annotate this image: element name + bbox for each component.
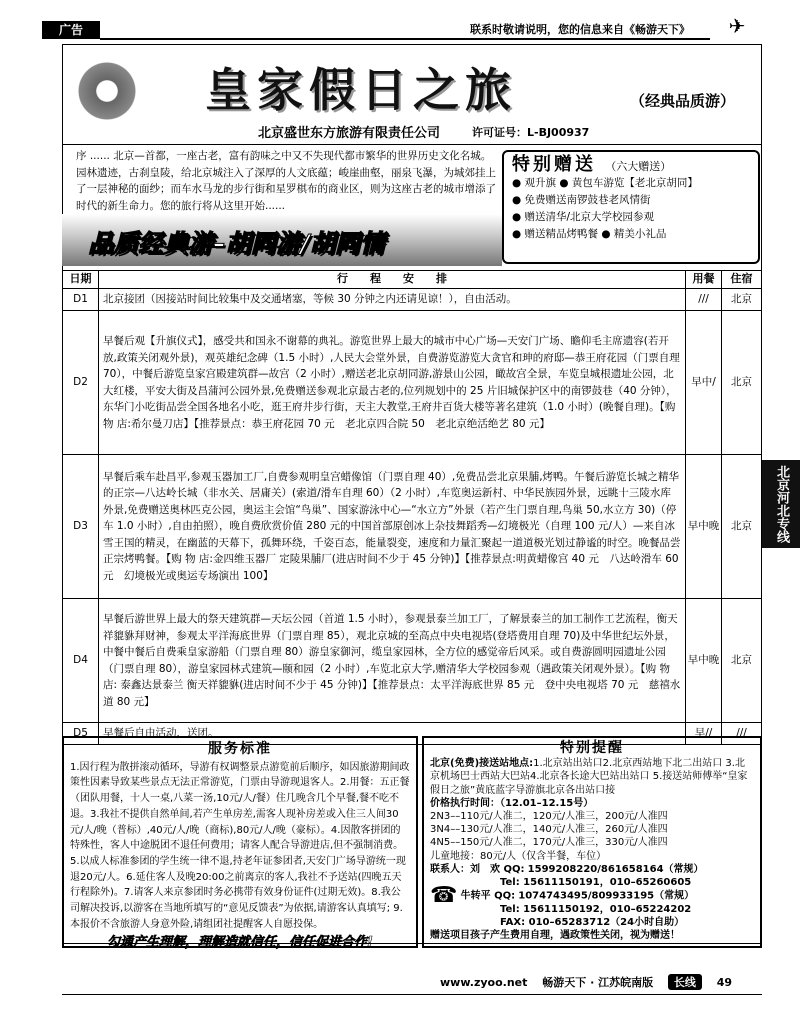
gift-note: 赠送项目孩子产生费用自理，遇政策性关闭，视为赠送！ xyxy=(430,930,680,942)
tips-title: 特别提醒 xyxy=(560,740,624,756)
gift-item: ● 免费赠送南锣鼓巷老风情街 xyxy=(512,194,651,206)
footer-magazine: 畅游天下 · 江苏皖南版 xyxy=(542,976,654,989)
plan-cell: 早餐后游世界上最大的祭天建筑群—天坛公园（首道 1.5 小时），参观景泰兰加工厂，了解景泰兰的加工制作工艺流程，衡天祥貔貅拜财神，参观太平洋海底世界（门票自理 85），观北京城的至高点中央电视塔(登塔费用自理 70)及中华世纪坛外景，中餐中餐后自费乘皇家游船（门票自理 80）游皇家御河，缆皇家园林，全方位的感觉帝后风采。或自费游圆明园遗址公园（门票自理 80），游皇家园林式建筑—颐和园（2 小时）,车览北京大学,赠清华大学校园参观（遇政策关闭观外景）。【购 物 店: 泰鑫达景泰兰 衡天祥貔貅(进店时间不少于 45 分钟)】【推荐景点：太平洋海底世界 85 元 登中央电视塔 70 元 慈禧水道 80 元】 xyxy=(99,599,686,723)
meal-cell: 早中/ xyxy=(686,311,722,455)
table-header-row xyxy=(63,271,762,289)
price-line: 3N4––130元/人准二，140元/人准三，260元/人准四 xyxy=(430,824,668,836)
contact2-label: 牛转平 QQ: xyxy=(460,890,516,902)
footer-divider xyxy=(62,994,762,995)
stay-cell: /// xyxy=(722,723,762,745)
contact1-tel: Tel: 15611150191，010–65260605 xyxy=(500,877,692,889)
day-cell: D3 xyxy=(63,455,99,599)
telephone-icon: ☎ xyxy=(430,883,458,909)
fax-number: FAX: 010–65283712（24小时自助） xyxy=(500,917,685,929)
price-line: 4N5––150元/人准二，170元/人准三，330元/人准四 xyxy=(430,837,668,849)
plan-cell: 早餐后观【升旗仪式】，感受共和国永不谢幕的典礼。游览世界上最大的城市中心广场—天安门广场、瞻仰毛主席遗容(若开放,政策关闭观外景)，观英雄纪念碑（1.5 小时）,人民大会堂外景，自费游览游览大贪官和珅的府邸—恭王府花园（门票自理 70），中餐后游览皇家宫殿建筑群—故宫（2 小时）,赠送老北京胡同游,游景山公园，瞰故宫全景，车览皇城根遗址公园，北大红楼，平安大街及昌蒲河公园外景,免费赠送参观北京最古老的,位列规划中的 25 片旧城保护区中的南锣鼓巷（40 分钟），东华门小吃街品尝全国各地名小吃，逛王府井步行街，天主大教堂,王府井百货大楼等著名建筑（1.0 小时）(晚餐自理)。【购 物 店:希尔曼刀店】【推荐景点：恭王府花园 70 元 老北京四合院 50 老北京绝活绝艺 80 元】 xyxy=(99,311,686,455)
contact2-qq: 1074743495/809933195（常规） xyxy=(518,890,695,902)
table-row xyxy=(63,599,762,723)
intro-text: 序 ...... 北京—首都，一座古老，富有韵味之中又不失现代都市繁华的世界历史文化名城。园林遗迹，古刹皇陵，给北京城注入了深厚的人文底蕴；峻崖曲壑，丽泉飞瀑，为城郊挂上了一层神秘的面纱；而车水马龙的步行街和星罗棋布的商业区，则为这座古老的城市增添了时代的新生命力。您的旅行将从这里开始...... xyxy=(76,150,496,212)
footer-url: www.zyoo.net xyxy=(440,976,528,989)
service-standards-box xyxy=(62,736,418,951)
table-row xyxy=(63,455,762,599)
price-label: 价格执行时间：（12.01–12.15号） xyxy=(430,797,594,809)
magazine-logo-icon: ✈ xyxy=(728,14,746,38)
stations-text: 1.北京站出站口2.北京西站地下北二出站口 3.北京机场巴士西站大巴站4.北京各长途大巴站出站口 5.接送站师傅举“皇家假日之旅”黄底蓝字导游旗北京各出站口接 xyxy=(430,758,748,796)
footer-section: 长线 xyxy=(668,974,702,990)
top-divider xyxy=(100,38,710,40)
contact1-label: 联系人：刘 欢 QQ: xyxy=(430,863,525,875)
service-text: 1.因行程为散拼滚动循环，导游有权调整景点游览前后顺序，如因旅游期间政策性因素导致某些景点无法正常游览，门票由导游现退客人。2.用餐：五正餐（团队用餐，十人一桌,八菜一汤,10元/人/餐）住几晚含几个早餐,餐不吃不退。3.我社不提供自然单间,若产生单房差,需客人现补房差或入住三人间30元/人/晚（普标）,40元/人/晚（商标),80元/人/晚（豪标）。4.因散客拼团的特殊性，客人中途脱团不退任何费用；请客人配合导游进店,但不强制消费。5.以成人标准参团的学生统一律不退,持老年证参团者,天安门广场导游统一现退20元/人。6.延住客人及晚20:00之前离京的客人,我社不予送站(四晚五天行程除外)。7.请客人来京参团时务必携带有效身份证件(过期无效)。8.我公司解决投诉,以游客在当地所填写的“意见反馈表”为依据,请游客认真填写; 9.本报价不含旅游人身意外险,请组团社提醒客人自愿投保。 xyxy=(70,761,410,930)
service-title: 服务标准 xyxy=(208,741,272,757)
plan-cell: 早餐后乘车赴昌平,参观玉器加工厂,自费参观明皇宫蜡像馆（门票自理 40）,免费品尝北京果脯,烤鸭。午餐后游览长城之精华的正宗—八达岭长城（非水关、居庸关）(索道/滑车自理 60）（2 小时）,车览奥运新村、中华民族园外景，远眺十三陵水库外景,免费赠送奥林匹克公园，奥运主会馆“鸟巢”、国家游泳中心—“水立方”外景（若产生门票自理,鸟巢 50,水立方 30)（停车 1.0 小时）,自由拍照），晚自费欣赏价值 280 元的中国首部原创冰上杂技舞蹈秀—幻境极光（自理 100 元/人）—来自冰雪王国的精灵，在幽蓝的天幕下，孤舞环绕，千姿百态，能量裂变，速度和力量汇聚起一道道极光划过静谧的时空。晚餐品尝正宗烤鸭餐。【购 物 店:金四维玉器厂 定陵果脯厂(进店时间不少于 45 分钟)】【推荐景点:明黄蜡像宫 40 元 八达岭滑车 60 元 幻境极光或奥运专场演出 100】 xyxy=(99,455,686,599)
header-meal: 用餐 xyxy=(686,271,722,289)
ad-tag: 广告 xyxy=(42,21,100,39)
flower-logo-icon xyxy=(74,58,140,124)
table-row xyxy=(63,311,762,455)
stay-cell: 北京 xyxy=(722,599,762,723)
child-price: 儿童地接：80元/人（仅含半餐，车位） xyxy=(430,850,607,862)
header-day: 日期 xyxy=(63,271,99,289)
contact1-qq: 1599208220/861658164（常规） xyxy=(527,863,704,875)
header-divider xyxy=(62,144,762,145)
day-cell: D5 xyxy=(63,723,99,745)
company-name: 北京盛世东方旅游有限责任公司 xyxy=(258,126,441,141)
page-number: 49 xyxy=(716,976,733,989)
ad-title: 皇家假日之旅 xyxy=(205,63,517,117)
header-stay: 住宿 xyxy=(722,271,762,289)
day-cell: D2 xyxy=(63,311,99,455)
day-cell: D4 xyxy=(63,599,99,723)
special-reminder-box xyxy=(422,736,762,948)
stay-cell: 北京 xyxy=(722,455,762,599)
route-side-tab: 北京河北专线 xyxy=(762,460,800,548)
meal-cell: /// xyxy=(686,289,722,311)
meal-cell: 早中晚 xyxy=(686,599,722,723)
price-line: 2N3––110元/人准二，120元/人准三，200元/人准四 xyxy=(430,811,668,823)
page-footer xyxy=(440,974,732,990)
header-plan: 行 程 安 排 xyxy=(99,271,686,289)
gift-item: ● 观升旗 ● 黄包车游览【老北京胡同】 xyxy=(512,177,698,189)
license-number: 许可证号：L-BJ00937 xyxy=(472,126,590,139)
stations-label: 北京(免费)接送站地点: xyxy=(430,758,534,770)
gift-title: 特别赠送 （六大赠送） xyxy=(512,154,672,175)
contact2-tel: Tel: 15611150192，010–65224202 xyxy=(500,904,692,916)
ad-subtitle: （经典品质游） xyxy=(630,92,736,110)
meal-cell: 早// xyxy=(686,723,722,745)
gift-item: ● 赠送精品烤鸭餐 ● 精美小礼品 xyxy=(512,228,667,240)
plan-cell: 北京接团（因接站时间比较集中及交通堵塞，等候 30 分钟之内还请见谅！），自由活动。 xyxy=(99,289,686,311)
source-notice: 联系时敬请说明，您的信息来自《畅游天下》 xyxy=(470,23,690,36)
service-footer: 勾通产生理解，理解造就信任，信任促进合作! xyxy=(107,935,373,951)
stay-cell: 北京 xyxy=(722,311,762,455)
itinerary-table xyxy=(62,270,762,745)
meal-cell: 早中晚 xyxy=(686,455,722,599)
plan-cell: 早餐后自由活动，送团。 xyxy=(99,723,686,745)
stay-cell: 北京 xyxy=(722,289,762,311)
day-cell: D1 xyxy=(63,289,99,311)
table-row xyxy=(63,289,762,311)
gift-box xyxy=(502,150,760,264)
gift-item: ● 赠送清华/北京大学校园参观 xyxy=(512,211,655,223)
slogan: 品质经典游–胡同游/胡同情 xyxy=(88,229,385,258)
